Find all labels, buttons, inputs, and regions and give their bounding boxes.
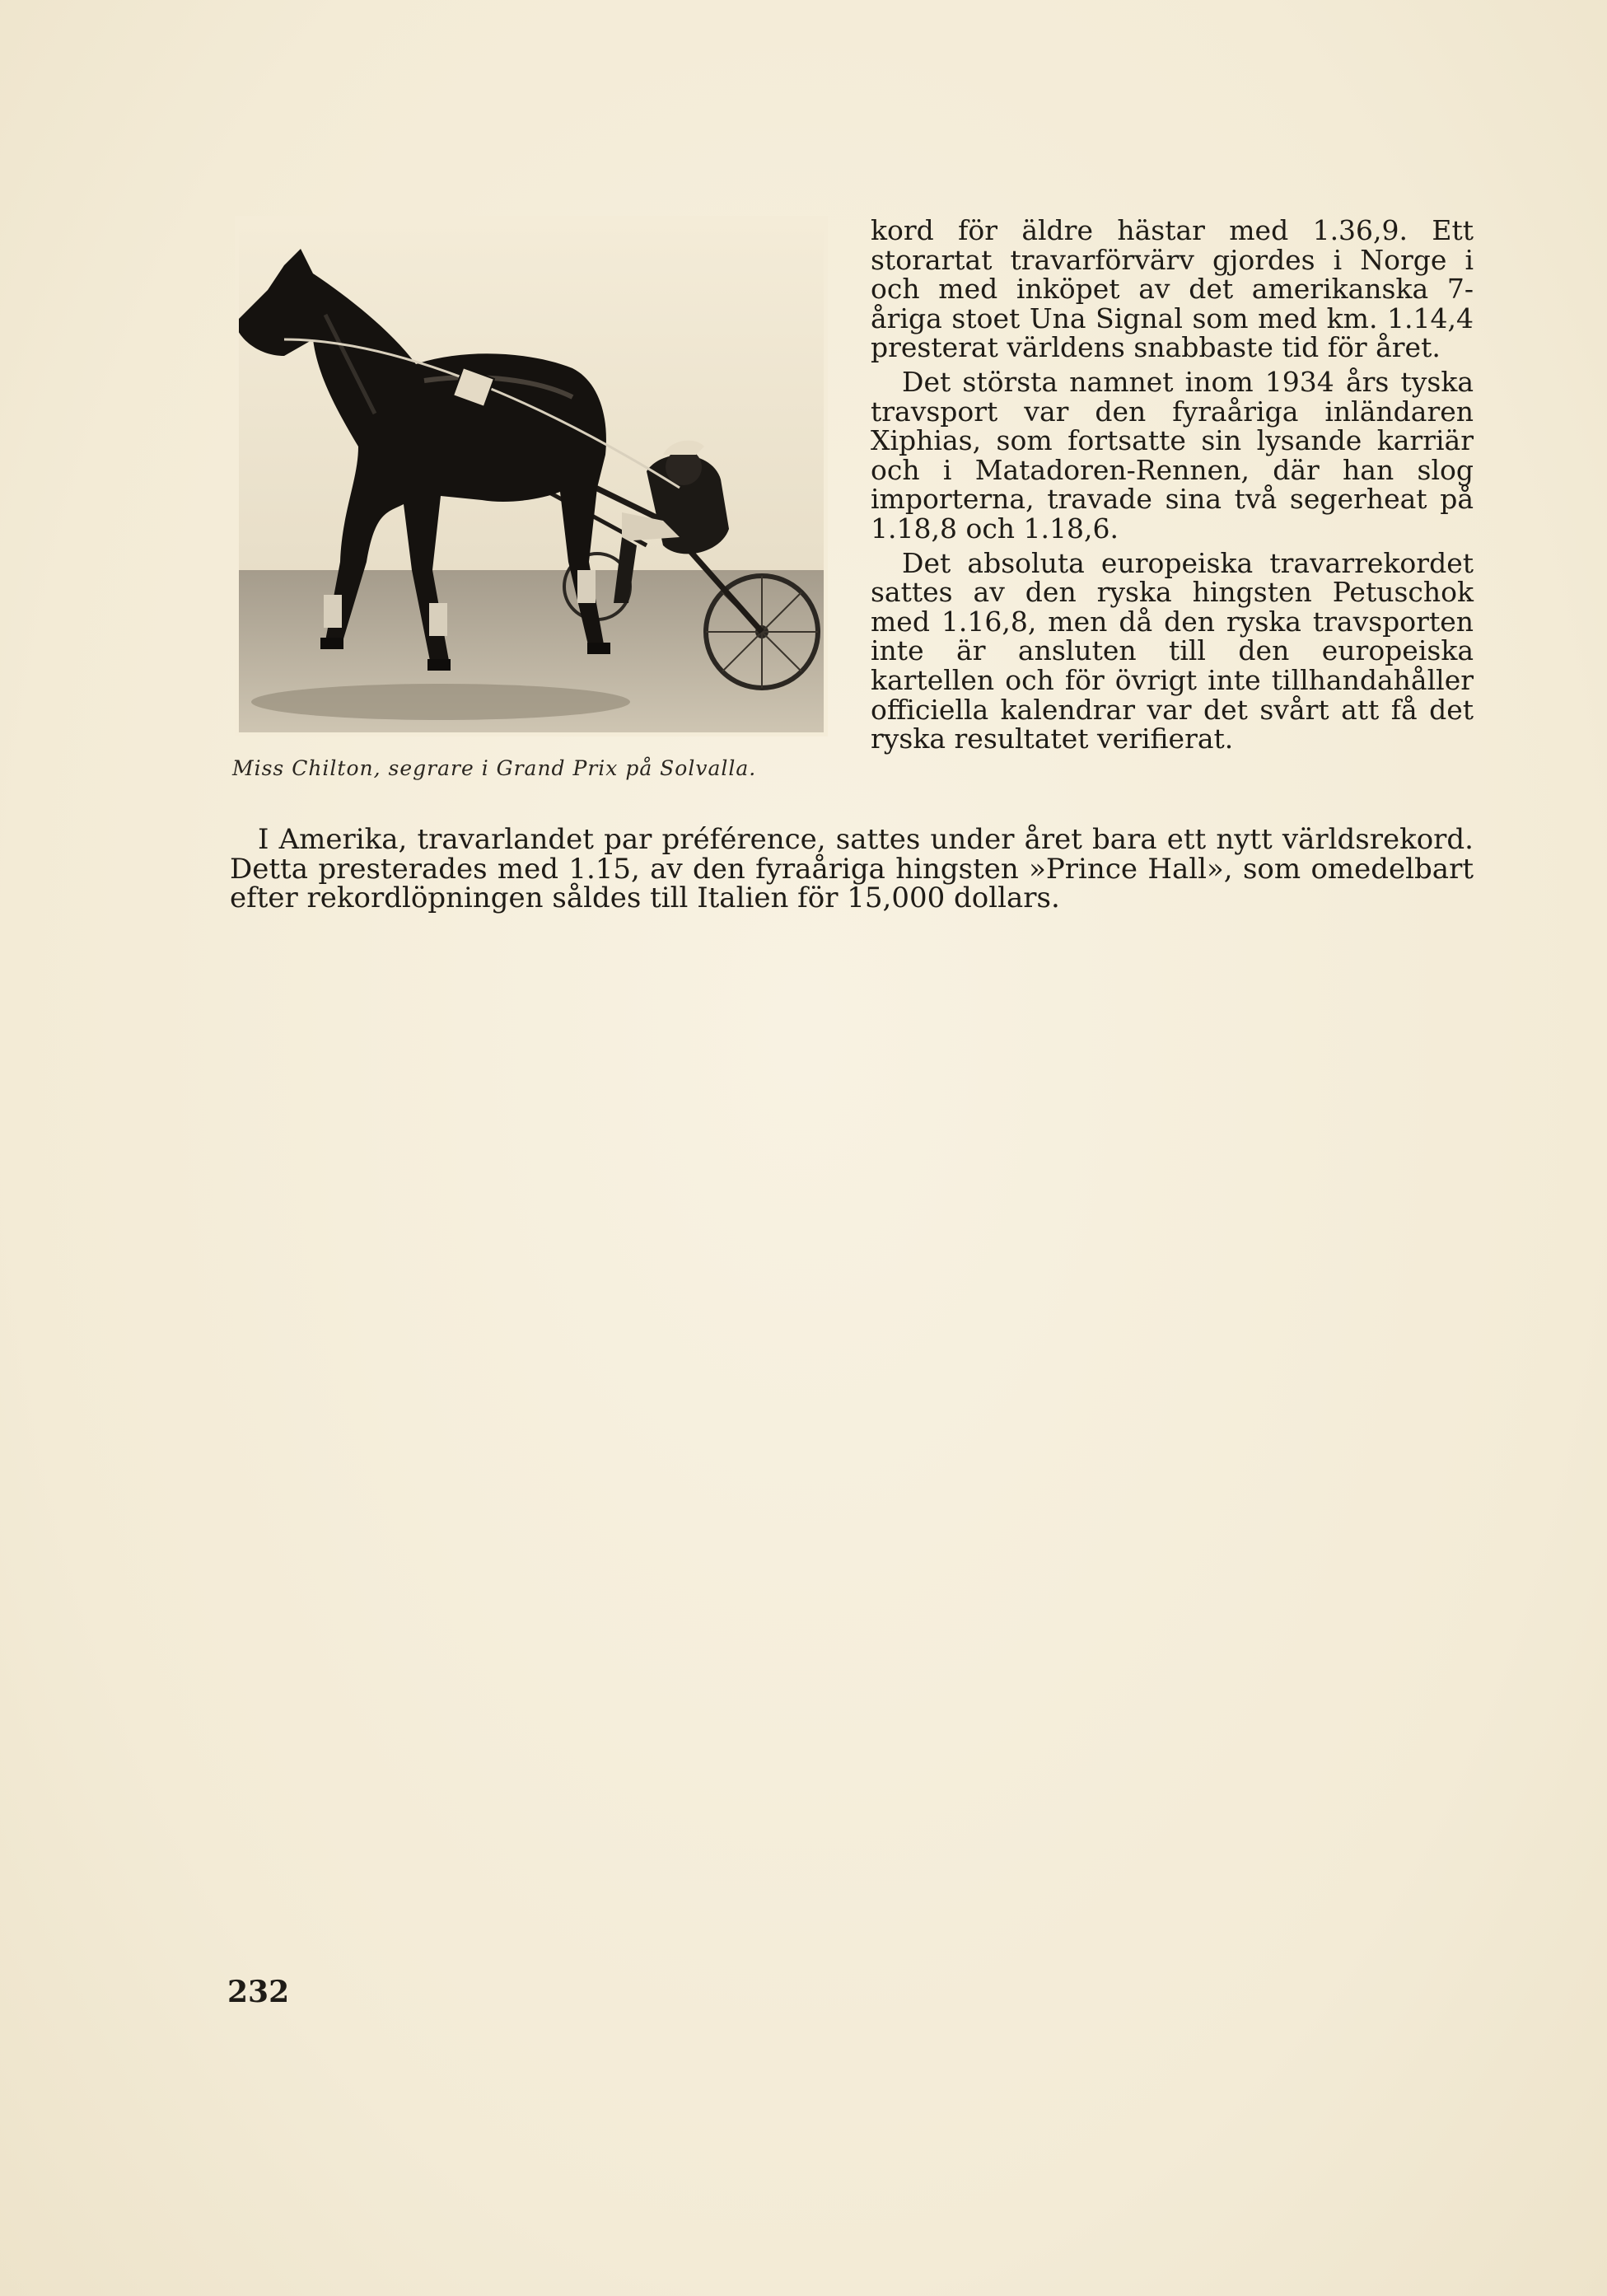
trotting-horse-photo xyxy=(235,216,828,736)
column-paragraph: kord för äldre hästar med 1.36,9. Ett storartat travarförvärv gjordes i Norge i och med inköpet av det amerikanska 7-åriga stoet Una Signal som med km. 1.14,4 presterat världens snabbaste tid för året. xyxy=(871,214,1474,364)
photo-caption: Miss Chilton, segrare i Grand Prix på Solvalla. xyxy=(232,756,757,780)
horse-and-sulky-illustration xyxy=(235,216,828,736)
page-number: 232 xyxy=(227,1975,290,2009)
right-column-text xyxy=(871,216,1474,754)
column-paragraph: Det största namnet inom 1934 års tyska travsport var den fyraåriga inländaren Xiphias, som fortsatte sin lysande karriär och i Matadoren-Rennen, där han slog importerna, travade sina två segerheat på 1.18,8 och 1.18,6. xyxy=(871,365,1474,545)
full-width-paragraph: I Amerika, travarlandet par préférence, sattes under året bara ett nytt världsrekord. Detta presterades med 1.15, av den fyraåriga hingsten »Prince Hall», som omedelbart efter rekordlöpningen såldes till Italien för 15,000 dollars. xyxy=(230,823,1474,915)
full-width-text xyxy=(230,825,1474,914)
column-paragraph: Det absoluta europeiska travarrekordet sattes av den ryska hingsten Petuschok med 1.16,8, men då den ryska travsporten inte är ansluten till den europeiska kartellen och för övrigt inte tillhandahåller officiella kalendrar var det svårt att få det ryska resultatet verifierat. xyxy=(871,546,1474,755)
